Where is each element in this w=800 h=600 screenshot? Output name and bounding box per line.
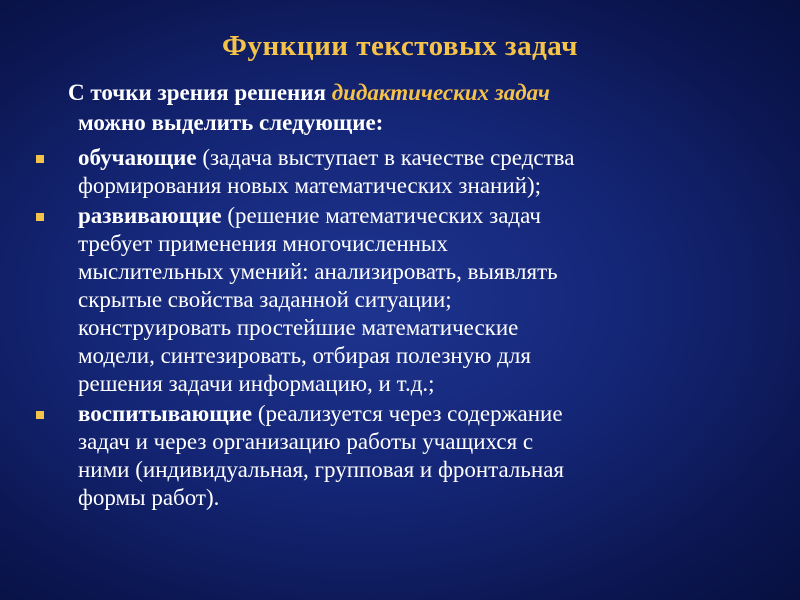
list-item-teaching xyxy=(36,144,776,200)
item-term: обучающие xyxy=(78,145,197,170)
item-term: воспитывающие xyxy=(78,401,253,426)
item-term: развивающие xyxy=(78,203,222,228)
intro-text-line2: можно выделить следующие: xyxy=(78,110,384,135)
item-description: (реализуется через содержание задач и через организацию работы учащихся с ними (индивидуальная, групповая и фронтальная формы работ). xyxy=(78,401,564,510)
item-description: (решение математических задач требует применения многочисленных мыслительных умений: анализировать, выявлять скрытые свойства заданной ситуации; конструировать простейшие математические модели, синтезировать, отбирая полезную для решения задачи информацию, и т.д.; xyxy=(78,203,558,396)
bullet-icon xyxy=(36,411,44,419)
bullet-icon xyxy=(36,155,44,163)
intro-accent-text: дидактических задач xyxy=(331,80,550,105)
slide-title: Функции текстовых задач xyxy=(222,30,578,62)
intro-text: С точки зрения решения xyxy=(68,80,332,105)
list-item-educating xyxy=(36,400,776,512)
list-item-developing xyxy=(36,202,776,398)
item-description: (задача выступает в качестве средства формирования новых математических знаний); xyxy=(78,145,575,198)
bullet-icon xyxy=(36,213,44,221)
function-list xyxy=(36,144,776,514)
intro-paragraph xyxy=(48,78,768,138)
